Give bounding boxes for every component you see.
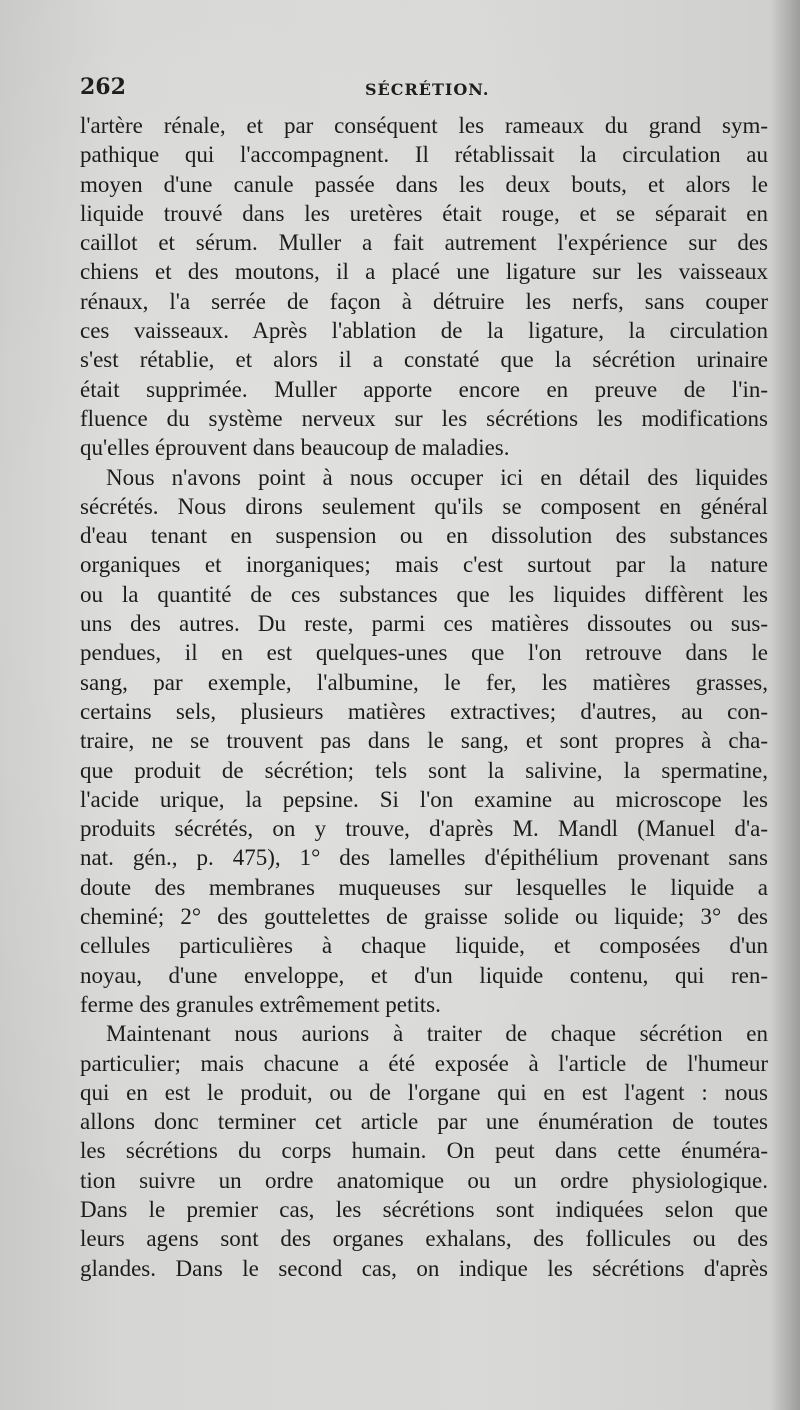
text-line: nat. gén., p. 475), 1° des lamelles d'épithélium provenant sans [80,845,768,871]
text-line: glandes. Dans le second cas, on indique les sécrétions d'après [80,1255,768,1281]
text-line: ces vaisseaux. Après l'ablation de la ligature, la circulation [80,318,768,344]
text-line: caillot et sérum. Muller a fait autrement l'expérience sur des [80,230,768,256]
text-line: était supprimée. Muller apporte encore en preuve de l'in- [80,376,768,402]
text-line: Dans le premier cas, les sécrétions sont indiquées selon que [80,1196,768,1222]
page-header [80,74,770,104]
paragraph-start-line: Maintenant nous aurions à traiter de chaque sécrétion en [106,1021,768,1047]
text-line: organiques et inorganiques; mais c'est surtout par la nature [80,552,768,578]
text-line: leurs agens sont des organes exhalans, des follicules ou des [80,1226,768,1252]
text-line: fluence du système nerveux sur les sécrétions les modifications [80,405,768,431]
text-line: certains sels, plusieurs matières extractives; d'autres, au con- [80,698,768,724]
text-line: liquide trouvé dans les uretères était rouge, et se séparait en [80,200,768,226]
page-edge-shadow [770,0,800,1410]
text-line: particulier; mais chacune a été exposée à l'article de l'humeur [80,1050,768,1076]
paragraph-start-line: Nous n'avons point à nous occuper ici en détail des liquides [106,464,768,490]
text-line: l'acide urique, la pepsine. Si l'on examine au microscope les [80,786,768,812]
text-line: pendues, il en est quelques-unes que l'on retrouve dans le [80,640,768,666]
text-line: cheminé; 2° des gouttelettes de graisse solide ou liquide; 3° des [80,904,768,930]
text-line: allons donc terminer cet article par une énumération de toutes [80,1109,768,1135]
text-line: ferme des granules extrêmement petits. [80,991,441,1017]
running-head: SÉCRÉTION. [365,80,490,99]
text-line: rénaux, l'a serrée de façon à détruire les nerfs, sans couper [80,288,768,314]
text-line: cellules particulières à chaque liquide, et composées d'un [80,933,768,959]
text-line: doute des membranes muqueuses sur lesquelles le liquide a [80,874,768,900]
text-line: les sécrétions du corps humain. On peut dans cette énuméra- [80,1138,768,1164]
text-line: uns des autres. Du reste, parmi ces matières dissoutes ou sus- [80,611,768,637]
text-line: tion suivre un ordre anatomique ou un ordre physiologique. [80,1167,768,1193]
text-line: noyau, d'une enveloppe, et d'un liquide contenu, qui ren- [80,962,768,988]
text-line: s'est rétablie, et alors il a constaté que la sécrétion urinaire [80,347,768,373]
text-line: pathique qui l'accompagnent. Il rétablissait la circulation au [80,142,768,168]
text-line: d'eau tenant en suspension ou en dissolution des substances [80,523,768,549]
body-text [80,111,768,1283]
text-line: produits sécrétés, on y trouve, d'après M. Mandl (Manuel d'a- [80,816,768,842]
page-number: 262 [80,74,126,100]
text-line: l'artère rénale, et par conséquent les rameaux du grand sym- [80,113,768,138]
text-line: qui en est le produit, ou de l'organe qui en est l'agent : nous [80,1079,768,1105]
text-line: chiens et des moutons, il a placé une ligature sur les vaisseaux [80,259,768,285]
text-line: ou la quantité de ces substances que les liquides diffèrent les [80,581,768,607]
text-line: sécrétés. Nous dirons seulement qu'ils se composent en général [80,493,768,519]
text-line: que produit de sécrétion; tels sont la salivine, la spermatine, [80,757,768,783]
text-line: sang, par exemple, l'albumine, le fer, les matières grasses, [80,669,768,695]
text-line: qu'elles éprouvent dans beaucoup de maladies. [80,435,510,461]
text-line: traire, ne se trouvent pas dans le sang, et sont propres à cha- [80,728,768,754]
text-line: moyen d'une canule passée dans les deux bouts, et alors le [80,171,768,197]
